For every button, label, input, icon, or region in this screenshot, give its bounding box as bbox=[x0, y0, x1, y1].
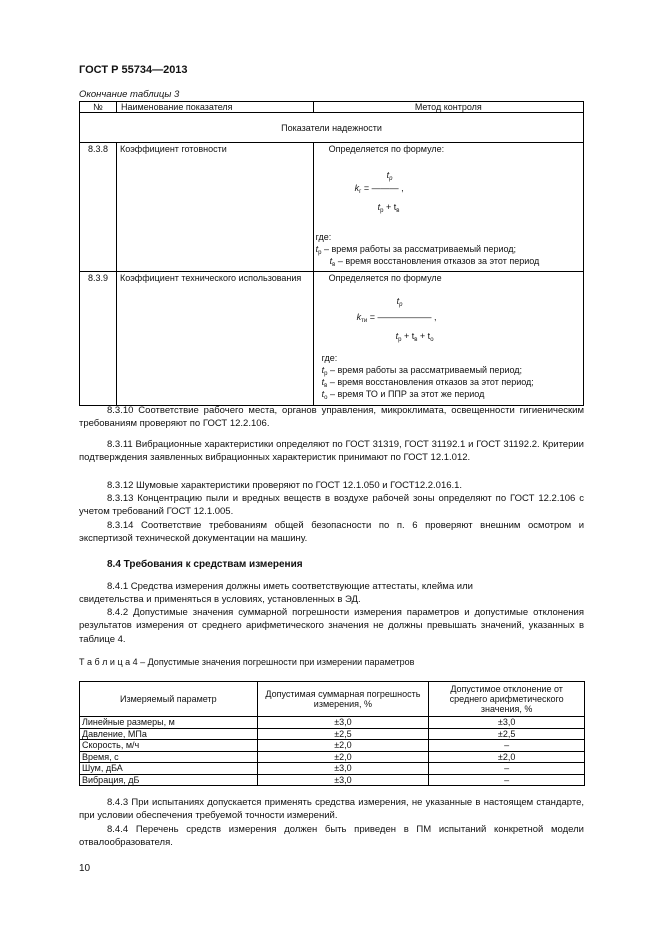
table-4 bbox=[79, 681, 585, 786]
table-4-header-row bbox=[80, 682, 585, 717]
table-row bbox=[80, 740, 585, 752]
paragraph-8-4-4: 8.4.4 Перечень средств измерения должен быть приведен в ПМ испытаний конкретной модели отвалообразователя. bbox=[79, 824, 584, 849]
column-header-name: Наименование показателя bbox=[116, 102, 313, 113]
deviation-cell: – bbox=[429, 774, 585, 786]
paragraph-8-4-1-cont: свидетельства и применяться в условиях, установленных в ЭД. bbox=[79, 594, 361, 605]
formula-denominator: $t_р + t_в + t_о$ bbox=[395, 331, 434, 343]
error-cell: ±2,5 bbox=[257, 728, 429, 740]
paragraph-8-3-10: 8.3.10 Соответствие рабочего места, органов управления, микроклимата, освещенности гигиеническим требованиям проверяют по ГОСТ 12.2.106. bbox=[79, 405, 584, 430]
row-number: 8.3.9 bbox=[80, 272, 117, 406]
formula-equation: $k_г$ = ——— , bbox=[354, 183, 404, 195]
table-3-section-row bbox=[80, 113, 584, 143]
table-row bbox=[80, 272, 584, 406]
table-continuation-label: Окончание таблицы 3 bbox=[79, 89, 180, 100]
column-header-deviation: Допустимое отклонение от среднего арифметического значения, % bbox=[429, 682, 585, 717]
param-cell: Скорость, м/ч bbox=[80, 740, 258, 752]
page-number: 10 bbox=[79, 863, 91, 874]
param-cell: Шум, дБА bbox=[80, 763, 258, 775]
table-row bbox=[80, 728, 585, 740]
table-3-header-row bbox=[80, 102, 584, 113]
definition-to: $t_о$ – время ТО и ППР за этот же период bbox=[321, 389, 485, 401]
row-name: Коэффициент готовности bbox=[116, 143, 313, 272]
table-row bbox=[80, 763, 585, 775]
column-header-parameter: Измеряемый параметр bbox=[80, 682, 258, 717]
table-row bbox=[80, 717, 585, 729]
where-label: где: bbox=[321, 353, 338, 363]
method-intro: Определяется по формуле bbox=[328, 273, 442, 283]
param-cell: Вибрация, дБ bbox=[80, 774, 258, 786]
section-reliability: Показатели надежности bbox=[80, 113, 584, 143]
formula-numerator: $t_р$ bbox=[396, 296, 403, 308]
formula-equation: $k_{ти}$ = —————— , bbox=[356, 312, 437, 324]
row-name: Коэффициент технического использования bbox=[116, 272, 313, 406]
deviation-cell: – bbox=[429, 763, 585, 775]
column-header-total-error: Допустимая суммарная погрешность измерения, % bbox=[257, 682, 429, 717]
paragraph-8-3-12: 8.3.12 Шумовые характеристики проверяют по ГОСТ 12.1.050 и ГОСТ12.2.016.1. bbox=[107, 480, 463, 491]
definition-tp: $t_р$ – время работы за рассматриваемый период; bbox=[321, 365, 523, 377]
paragraph-8-4-2: 8.4.2 Допустимые значения суммарной погрешности измерения параметров и допустимые отклонения результатов измерения от среднего арифметического значения не должны превышать значений, указанных в таблице 4. bbox=[79, 607, 584, 645]
section-heading-8-4: 8.4 Требования к средствам измерения bbox=[107, 559, 303, 570]
deviation-cell: ±2,0 bbox=[429, 751, 585, 763]
error-cell: ±2,0 bbox=[257, 740, 429, 752]
table-row bbox=[80, 774, 585, 786]
deviation-cell: – bbox=[429, 740, 585, 752]
document-number: ГОСТ Р 55734—2013 bbox=[79, 64, 188, 76]
definition-tp: $t_р$ – время работы за рассматриваемый период; bbox=[315, 244, 517, 256]
formula-numerator: $t_p$ bbox=[386, 170, 393, 182]
definition-tv: $t_в$ – время восстановления отказов за этот период; bbox=[321, 377, 534, 389]
paragraph-8-3-13: 8.3.13 Концентрацию пыли и вредных веществ в воздухе рабочей зоны определяют по ГОСТ 12.2.106 с учетом требований ГОСТ 12.1.005. bbox=[79, 493, 584, 518]
deviation-cell: ±3,0 bbox=[429, 717, 585, 729]
method-cell bbox=[313, 143, 583, 272]
paragraph-8-3-14: 8.3.14 Соответствие требованиям общей безопасности по п. 6 проверяют внешним осмотром и экспертизой технической документации на машину. bbox=[79, 520, 584, 545]
method-cell bbox=[313, 272, 583, 406]
error-cell: ±2,0 bbox=[257, 751, 429, 763]
param-cell: Время, с bbox=[80, 751, 258, 763]
method-intro: Определяется по формуле: bbox=[328, 144, 445, 154]
error-cell: ±3,0 bbox=[257, 763, 429, 775]
paragraph-8-3-11: 8.3.11 Вибрационные характеристики определяют по ГОСТ 31319, ГОСТ 31192.1 и ГОСТ 31192.2. Критерии подтверждения заявленных вибрационных характеристик принимают по ГОСТ 12.1.012. bbox=[79, 439, 584, 464]
column-header-method: Метод контроля bbox=[313, 102, 583, 113]
formula-denominator: $t_р + t_в$ bbox=[377, 202, 400, 214]
table-3 bbox=[79, 101, 584, 406]
deviation-cell: ±2,5 bbox=[429, 728, 585, 740]
table-row bbox=[80, 751, 585, 763]
row-number: 8.3.8 bbox=[80, 143, 117, 272]
paragraph-8-4-3: 8.4.3 При испытаниях допускается применять средства измерения, не указанные в настоящем стандарте, при условии обеспечения требуемой точности измерений. bbox=[79, 797, 584, 822]
table-4-caption: Т а б л и ц а 4 – Допустимые значения погрешности при измерении параметров bbox=[79, 657, 415, 667]
where-label: где: bbox=[315, 232, 332, 242]
definition-tv: $t_в$ – время восстановления отказов за этот период bbox=[329, 256, 540, 268]
param-cell: Линейные размеры, м bbox=[80, 717, 258, 729]
param-cell: Давление, МПа bbox=[80, 728, 258, 740]
error-cell: ±3,0 bbox=[257, 717, 429, 729]
error-cell: ±3,0 bbox=[257, 774, 429, 786]
table-row bbox=[80, 143, 584, 272]
column-header-number: № bbox=[80, 102, 117, 113]
paragraph-8-4-1: 8.4.1 Средства измерения должны иметь соответствующие аттестаты, клейма или bbox=[107, 581, 473, 592]
